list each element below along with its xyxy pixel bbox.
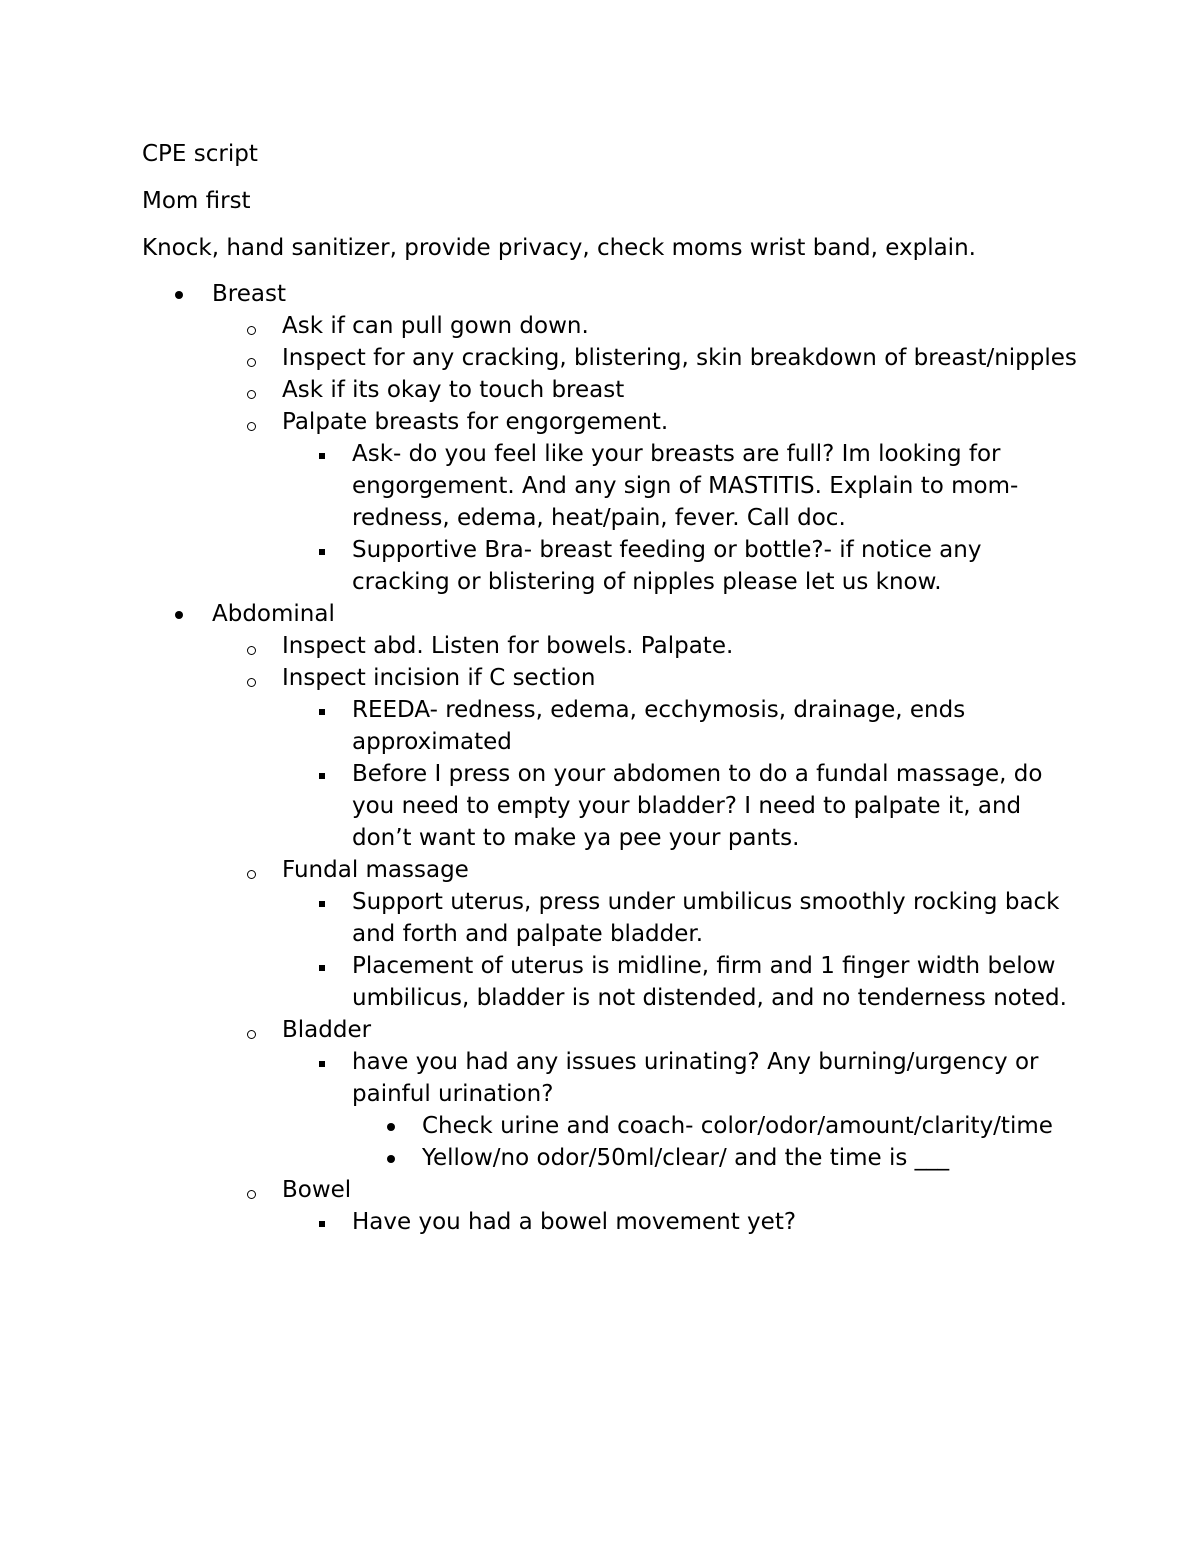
square-bullet-icon [142,694,212,726]
bullet-icon [142,1110,212,1142]
urine-sublist [352,1110,1082,1174]
list-item-text: Inspect abd. Listen for bowels. Palpate. [282,633,734,659]
list-item [212,374,1082,406]
circle-bullet-icon [142,374,212,406]
list-item [282,694,1082,758]
list-item [212,310,1082,342]
intro-paragraph: Knock, hand sanitizer, provide privacy, check moms wrist band, explain. [142,235,976,261]
abdominal-sublist [212,630,1082,1238]
circle-bullet-icon [142,1174,212,1206]
list-item-text: REEDA- redness, edema, ecchymosis, drainage, ends approximated [352,697,966,755]
circle-bullet-icon [142,1014,212,1046]
square-bullet-icon [142,534,212,566]
bullet-icon [142,598,212,630]
section-heading-abdominal: Abdominal [212,601,335,627]
bullet-icon [142,1142,212,1174]
palpate-sublist [282,438,1082,598]
list-item-breast [142,278,1082,598]
breast-sublist [212,310,1082,598]
list-item-text: Yellow/no odor/50ml/clear/ and the time is ___ [422,1145,950,1171]
square-bullet-icon [142,1046,212,1078]
document-title: CPE script [142,141,258,167]
bullet-icon [142,278,212,310]
list-item-text: Bowel [282,1177,352,1203]
list-item-text: Placement of uterus is midline, firm and 1 finger width below umbilicus, bladder is not distended, and no tenderness noted. [352,953,1067,1011]
list-item-text: Ask if its okay to touch breast [282,377,625,403]
bowel-sublist [282,1206,1082,1238]
list-item [212,662,1082,854]
list-item [282,758,1082,854]
list-item [282,1206,1082,1238]
document-subtitle: Mom first [142,188,251,214]
section-heading-breast: Breast [212,281,286,307]
list-item-text: Check urine and coach- color/odor/amount/clarity/time [422,1113,1053,1139]
list-item-text: Ask- do you feel like your breasts are full? Im looking for engorgement. And any sign of MASTITIS. Explain to mom- redness, edema, heat/pain, fever. Call doc. [352,441,1019,531]
circle-bullet-icon [142,662,212,694]
list-item [282,950,1082,1014]
assessment-list [142,278,1082,1238]
list-item-abdominal [142,598,1082,1238]
circle-bullet-icon [142,854,212,886]
square-bullet-icon [142,886,212,918]
incision-sublist [282,694,1082,854]
circle-bullet-icon [142,342,212,374]
list-item-text: Fundal massage [282,857,469,883]
square-bullet-icon [142,950,212,982]
list-item-text: Have you had a bowel movement yet? [352,1209,797,1235]
square-bullet-icon [142,1206,212,1238]
list-item [282,886,1082,950]
list-item [352,1142,1082,1174]
document-body [142,138,1082,1238]
list-item [282,534,1082,598]
list-item-text: Inspect for any cracking, blistering, skin breakdown of breast/nipples [282,345,1077,371]
list-item-text: have you had any issues urinating? Any burning/urgency or painful urination? [352,1049,1039,1107]
list-item [282,438,1082,534]
square-bullet-icon [142,758,212,790]
list-item [212,342,1082,374]
circle-bullet-icon [142,406,212,438]
list-item-text: Supportive Bra- breast feeding or bottle?- if notice any cracking or blistering of nipples please let us know. [352,537,982,595]
list-item-text: Before I press on your abdomen to do a fundal massage, do you need to empty your bladder? I need to palpate it, and don’t want to make ya pee your pants. [352,761,1043,851]
list-item [212,406,1082,598]
fundal-sublist [282,886,1082,1014]
circle-bullet-icon [142,630,212,662]
list-item-text: Ask if can pull gown down. [282,313,589,339]
square-bullet-icon [142,438,212,470]
list-item [212,1174,1082,1238]
list-item [212,1014,1082,1174]
bladder-sublist [282,1046,1082,1174]
list-item [282,1046,1082,1174]
list-item [212,630,1082,662]
list-item-text: Inspect incision if C section [282,665,596,691]
list-item [352,1110,1082,1142]
list-item-text: Support uterus, press under umbilicus smoothly rocking back and forth and palpate bladder. [352,889,1060,947]
list-item-text: Palpate breasts for engorgement. [282,409,669,435]
circle-bullet-icon [142,310,212,342]
list-item-text: Bladder [282,1017,372,1043]
list-item [212,854,1082,1014]
